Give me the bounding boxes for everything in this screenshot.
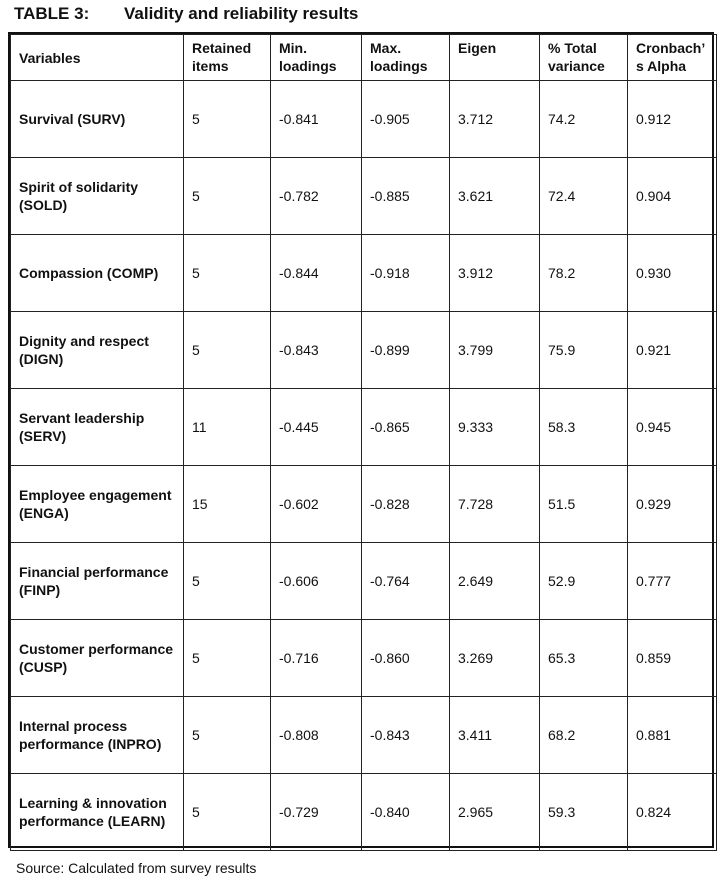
results-table-container — [8, 32, 714, 848]
retained-items-cell: 5 — [184, 543, 271, 620]
header-max-loadings — [362, 35, 450, 81]
variable-name-line: Learning & innovation — [19, 795, 167, 811]
table-header-row — [11, 35, 717, 81]
retained-items-cell: 5 — [184, 620, 271, 697]
total-variance-cell: 68.2 — [540, 697, 628, 774]
min-loadings-cell: -0.716 — [271, 620, 362, 697]
retained-items-cell: 5 — [184, 774, 271, 851]
max-loadings-cell: -0.865 — [362, 389, 450, 466]
variable-name-cell — [11, 235, 184, 312]
max-loadings-cell: -0.764 — [362, 543, 450, 620]
header-line: % Total — [548, 40, 597, 56]
header-line: Retained — [192, 40, 252, 56]
min-loadings-cell: -0.843 — [271, 312, 362, 389]
variable-name-cell — [11, 620, 184, 697]
max-loadings-cell: -0.843 — [362, 697, 450, 774]
table-row — [11, 620, 717, 697]
min-loadings-cell: -0.606 — [271, 543, 362, 620]
total-variance-cell: 59.3 — [540, 774, 628, 851]
variable-name-cell — [11, 774, 184, 851]
variable-name-line: (ENGA) — [19, 505, 69, 521]
max-loadings-cell: -0.840 — [362, 774, 450, 851]
variable-name-line: Customer performance — [19, 641, 174, 657]
variable-name-line: (DIGN) — [19, 351, 64, 367]
header-cronbach-alpha — [628, 35, 717, 81]
variable-name-line: (SOLD) — [19, 197, 68, 213]
cronbach-alpha-cell: 0.921 — [628, 312, 717, 389]
retained-items-cell: 5 — [184, 81, 271, 158]
retained-items-cell: 5 — [184, 158, 271, 235]
cronbach-alpha-cell: 0.929 — [628, 466, 717, 543]
header-variables — [11, 35, 184, 81]
total-variance-cell: 58.3 — [540, 389, 628, 466]
variable-name-cell — [11, 389, 184, 466]
cronbach-alpha-cell: 0.930 — [628, 235, 717, 312]
header-line: Eigen — [458, 40, 497, 56]
total-variance-cell: 52.9 — [540, 543, 628, 620]
variable-name-cell — [11, 543, 184, 620]
min-loadings-cell: -0.782 — [271, 158, 362, 235]
variable-name-line: (CUSP) — [19, 659, 68, 675]
cronbach-alpha-cell: 0.904 — [628, 158, 717, 235]
cronbach-alpha-cell: 0.777 — [628, 543, 717, 620]
retained-items-cell: 11 — [184, 389, 271, 466]
header-min-loadings — [271, 35, 362, 81]
eigen-cell: 2.649 — [450, 543, 540, 620]
retained-items-cell: 5 — [184, 697, 271, 774]
max-loadings-cell: -0.860 — [362, 620, 450, 697]
variable-name-line: performance (LEARN) — [19, 813, 166, 829]
variable-name-line: Dignity and respect — [19, 333, 149, 349]
variable-name-line: Financial performance — [19, 564, 169, 580]
variable-name-line: (FINP) — [19, 582, 61, 598]
max-loadings-cell: -0.905 — [362, 81, 450, 158]
header-line: items — [192, 58, 229, 74]
variable-name-line: Internal process — [19, 718, 128, 734]
min-loadings-cell: -0.844 — [271, 235, 362, 312]
variable-name-line: Compassion (COMP) — [19, 265, 159, 281]
total-variance-cell: 72.4 — [540, 158, 628, 235]
total-variance-cell: 51.5 — [540, 466, 628, 543]
header-line: Cronbach’ — [636, 40, 706, 56]
table-row — [11, 466, 717, 543]
eigen-cell: 9.333 — [450, 389, 540, 466]
header-line: Max. — [370, 40, 402, 56]
total-variance-cell: 78.2 — [540, 235, 628, 312]
eigen-cell: 3.621 — [450, 158, 540, 235]
variable-name-cell — [11, 466, 184, 543]
eigen-cell: 3.799 — [450, 312, 540, 389]
cronbach-alpha-cell: 0.881 — [628, 697, 717, 774]
cronbach-alpha-cell: 0.859 — [628, 620, 717, 697]
cronbach-alpha-cell: 0.824 — [628, 774, 717, 851]
table-row — [11, 774, 717, 851]
source-note: Source: Calculated from survey results — [16, 860, 257, 876]
table-row — [11, 158, 717, 235]
variable-name-line: Spirit of solidarity — [19, 179, 139, 195]
variable-name-line: Employee engagement — [19, 487, 172, 503]
max-loadings-cell: -0.899 — [362, 312, 450, 389]
table-row — [11, 697, 717, 774]
table-row — [11, 389, 717, 466]
header-line: variance — [548, 58, 605, 74]
retained-items-cell: 5 — [184, 235, 271, 312]
retained-items-cell: 15 — [184, 466, 271, 543]
total-variance-cell: 75.9 — [540, 312, 628, 389]
max-loadings-cell: -0.828 — [362, 466, 450, 543]
max-loadings-cell: -0.885 — [362, 158, 450, 235]
header-line: loadings — [370, 58, 428, 74]
variable-name-cell — [11, 312, 184, 389]
min-loadings-cell: -0.602 — [271, 466, 362, 543]
table-row — [11, 312, 717, 389]
cronbach-alpha-cell: 0.945 — [628, 389, 717, 466]
variable-name-line: (SERV) — [19, 428, 67, 444]
header-line: Min. — [279, 40, 307, 56]
header-eigen — [450, 35, 540, 81]
variable-name-cell — [11, 697, 184, 774]
variable-name-line: performance (INPRO) — [19, 736, 162, 752]
eigen-cell: 3.269 — [450, 620, 540, 697]
min-loadings-cell: -0.808 — [271, 697, 362, 774]
retained-items-cell: 5 — [184, 312, 271, 389]
eigen-cell: 2.965 — [450, 774, 540, 851]
cronbach-alpha-cell: 0.912 — [628, 81, 717, 158]
table-row — [11, 543, 717, 620]
table-title: Validity and reliability results — [124, 4, 359, 23]
variable-name-line: Servant leadership — [19, 410, 145, 426]
variable-name-cell — [11, 81, 184, 158]
min-loadings-cell: -0.729 — [271, 774, 362, 851]
eigen-cell: 7.728 — [450, 466, 540, 543]
min-loadings-cell: -0.445 — [271, 389, 362, 466]
header-line: loadings — [279, 58, 337, 74]
max-loadings-cell: -0.918 — [362, 235, 450, 312]
total-variance-cell: 74.2 — [540, 81, 628, 158]
validity-reliability-table — [10, 34, 717, 851]
table-body — [11, 81, 717, 851]
table-row — [11, 81, 717, 158]
header-line: Variables — [19, 49, 81, 66]
table-row — [11, 235, 717, 312]
variable-name-cell — [11, 158, 184, 235]
variable-name-line: Survival (SURV) — [19, 111, 126, 127]
total-variance-cell: 65.3 — [540, 620, 628, 697]
eigen-cell: 3.712 — [450, 81, 540, 158]
table-caption — [14, 4, 358, 24]
header-retained-items — [184, 35, 271, 81]
header-total-variance — [540, 35, 628, 81]
table-number: TABLE 3: — [14, 4, 90, 23]
eigen-cell: 3.912 — [450, 235, 540, 312]
header-line: s Alpha — [636, 58, 687, 74]
min-loadings-cell: -0.841 — [271, 81, 362, 158]
eigen-cell: 3.411 — [450, 697, 540, 774]
